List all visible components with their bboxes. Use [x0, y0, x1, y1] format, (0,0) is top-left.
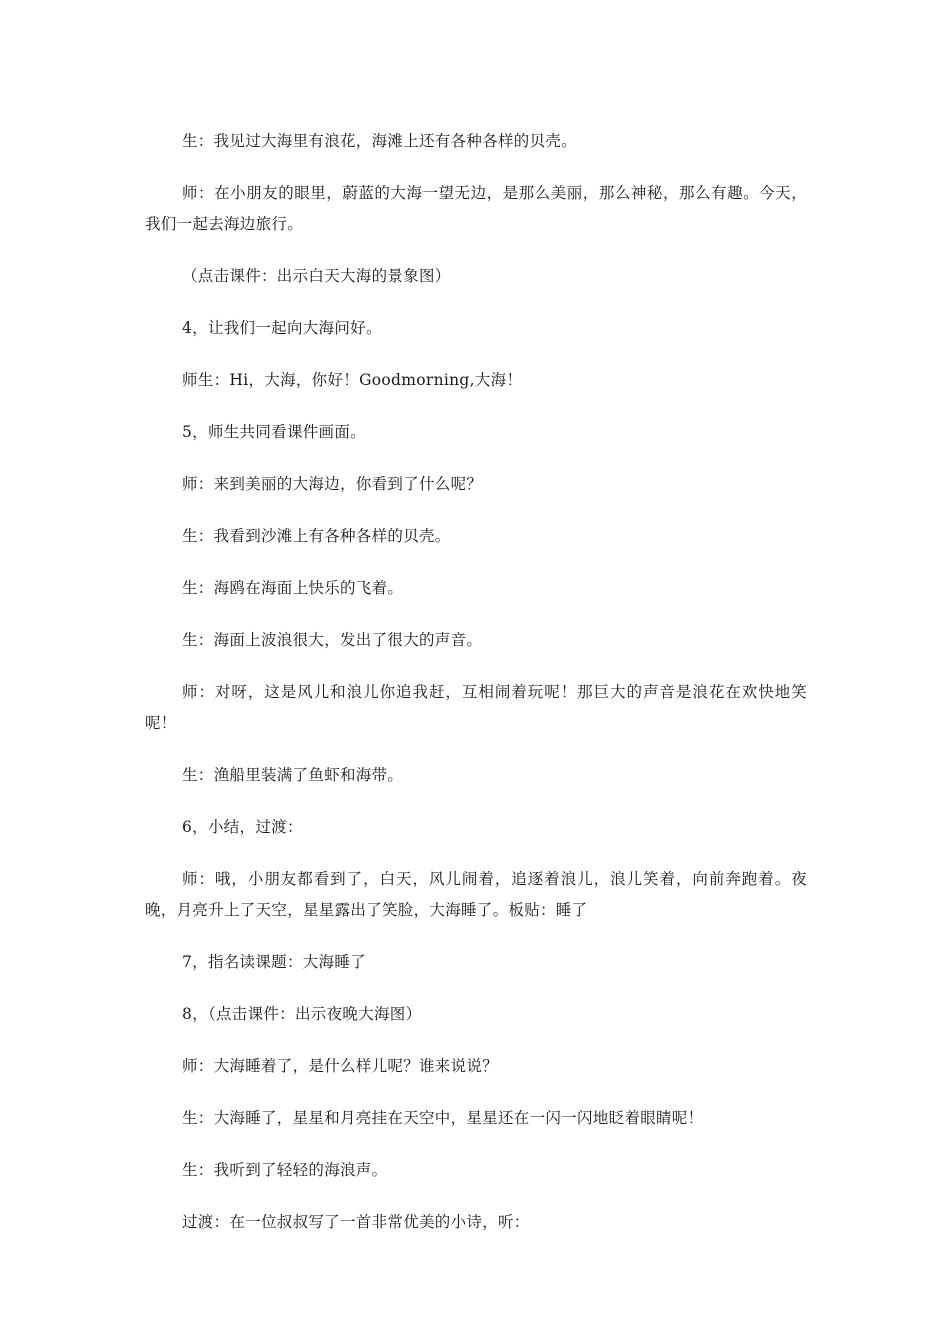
paragraph: 生：海鸥在海面上快乐的飞着。	[182, 579, 404, 597]
paragraph: 6，小结，过渡：	[182, 818, 303, 836]
paragraph: 生：渔船里装满了鱼虾和海带。	[182, 766, 404, 784]
paragraph: 5，师生共同看课件画面。	[182, 423, 366, 441]
paragraph: 师：哦，小朋友都看到了，白天，风儿闹着，追逐着浪儿，浪儿笑着，向前奔跑着。夜晚，月亮升上了天空，星星露出了笑脸，大海睡了。板贴：睡了	[145, 870, 807, 919]
paragraph: 8，（点击课件：出示夜晚大海图）	[182, 1005, 422, 1023]
document-body	[145, 126, 807, 1259]
paragraph: 生：我见过大海里有浪花，海滩上还有各种各样的贝壳。	[182, 132, 578, 150]
paragraph: 7，指名读课题：大海睡了	[182, 953, 366, 971]
paragraph: 生：我听到了轻轻的海浪声。	[182, 1161, 388, 1179]
paragraph: 生：海面上波浪很大，发出了很大的声音。	[182, 631, 483, 649]
paragraph: 师：来到美丽的大海边，你看到了什么呢？	[182, 475, 483, 493]
paragraph: （点击课件：出示白天大海的景象图）	[182, 267, 451, 285]
paragraph: 师：对呀，这是风儿和浪儿你追我赶，互相闹着玩呢！那巨大的声音是浪花在欢快地笑呢！	[145, 683, 807, 732]
paragraph: 4，让我们一起向大海问好。	[182, 319, 382, 337]
paragraph: 过渡：在一位叔叔写了一首非常优美的小诗，听：	[182, 1213, 530, 1231]
paragraph: 生：大海睡了，星星和月亮挂在天空中，星星还在一闪一闪地眨着眼睛呢！	[182, 1109, 704, 1127]
paragraph: 生：我看到沙滩上有各种各样的贝壳。	[182, 527, 451, 545]
paragraph: 师：大海睡着了，是什么样儿呢？谁来说说？	[182, 1057, 499, 1075]
paragraph: 师生：Hi，大海，你好！Goodmorning,大海！	[182, 371, 523, 389]
paragraph: 师：在小朋友的眼里，蔚蓝的大海一望无边，是那么美丽，那么神秘，那么有趣。今天，我们一起去海边旅行。	[145, 184, 807, 233]
